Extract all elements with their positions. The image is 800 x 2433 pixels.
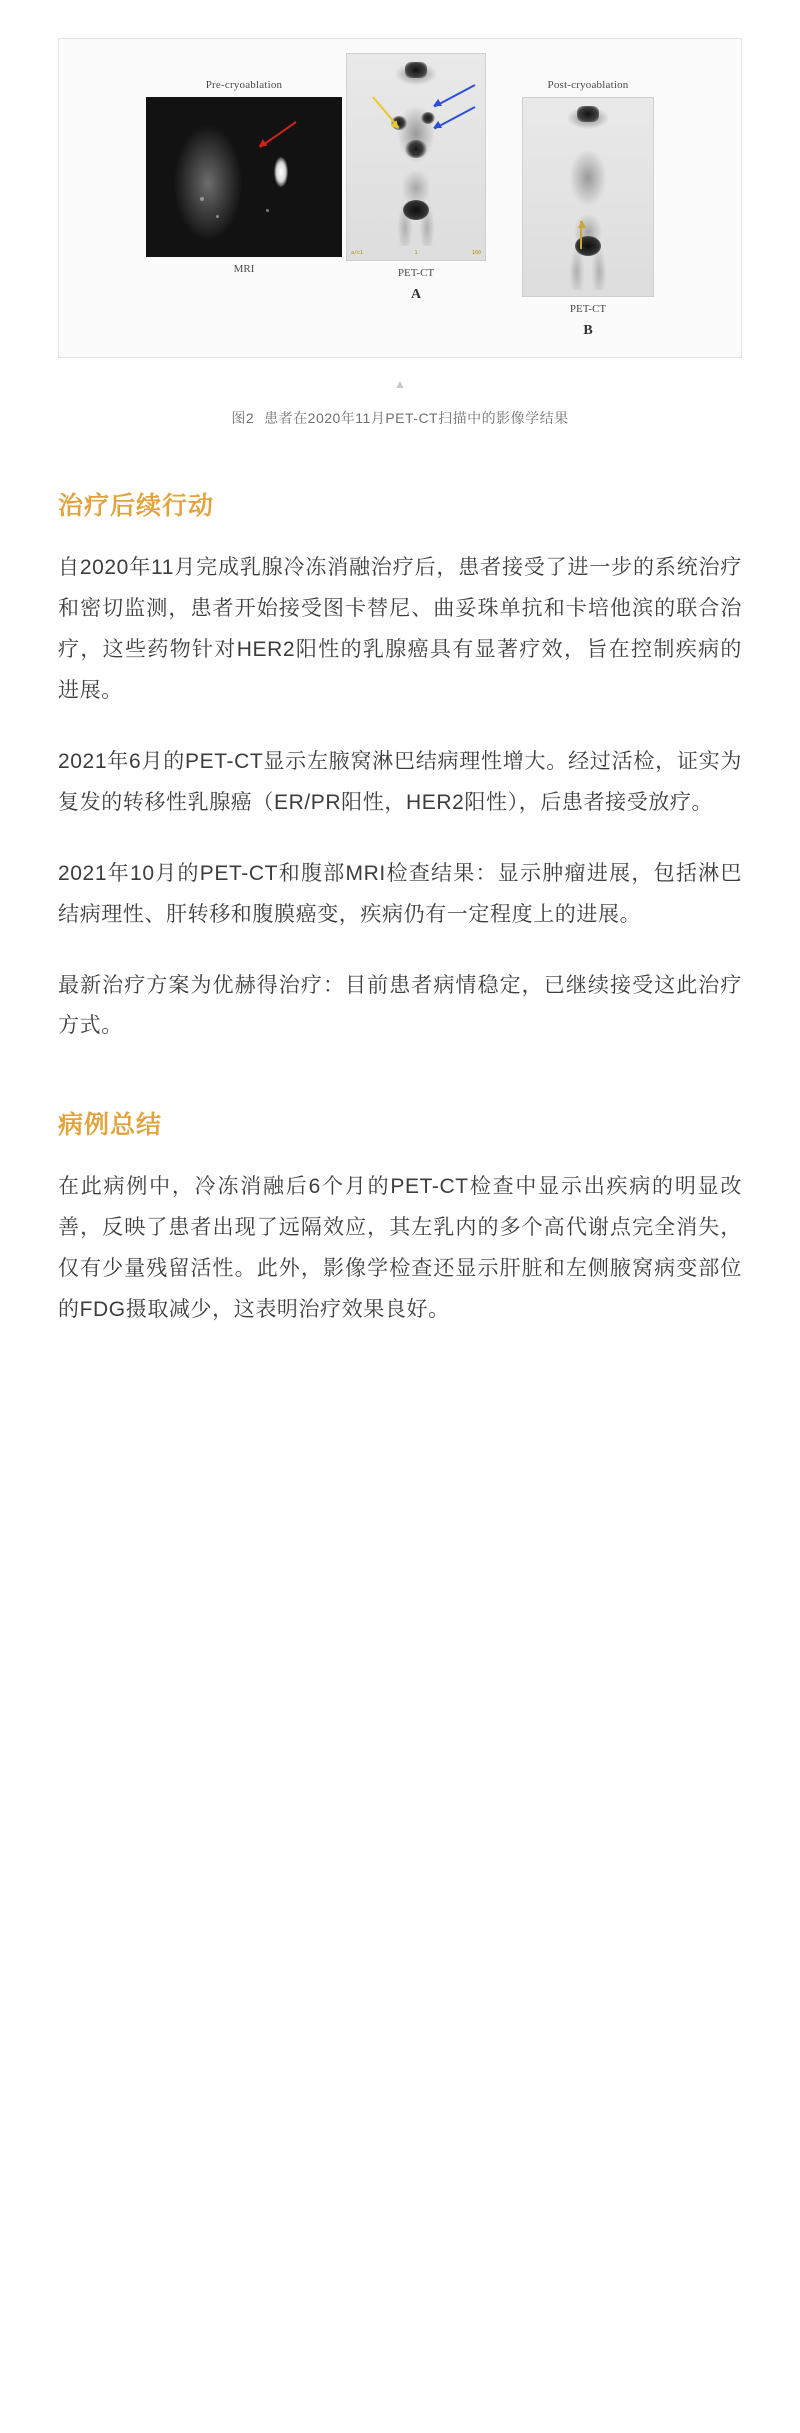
panel-a-title: Pre-cryoablation (205, 79, 283, 91)
pet-scale-mid: 1 (414, 250, 418, 256)
pet-hot-spot (405, 140, 427, 158)
figure-container (58, 38, 742, 358)
panel-b-letter: B (583, 323, 593, 338)
paragraph: 自2020年11月完成乳腺冷冻消融治疗后，患者接受了进一步的系统治疗和密切监测，患者开始接受图卡替尼、曲妥珠单抗和卡培他滨的联合治疗，这些药物针对HER2阳性的乳腺癌具有显著疗效，旨在控制疾病的进展。 (58, 556, 742, 702)
paragraph: 在此病例中，冷冻消融后6个月的PET-CT检查中显示出疾病的明显改善，反映了患者出现了远隔效应，其左乳内的多个高代谢点完全消失，仅有少量残留活性。此外，影像学检查还显示肝脏和左侧腋窝病变部位的FDG摄取减少，这表明治疗效果良好。 (58, 1175, 742, 1322)
pet-image-pre (346, 53, 486, 261)
section-body-followup (58, 548, 742, 1047)
figure-caption (58, 408, 742, 428)
pet-scale-left: a/c1 (351, 250, 364, 256)
pet-yellow-arrow-icon (580, 221, 582, 249)
mri-speck (266, 209, 269, 212)
section-heading-summary: 病例总结 (58, 1111, 163, 1140)
panel-a-mri-caption: MRI (233, 263, 255, 275)
article-page (0, 38, 800, 2433)
pet-bladder-uptake (403, 200, 429, 220)
figure-panels (71, 53, 729, 339)
pet-body-silhouette (551, 104, 625, 290)
panel-a-pet-caption: PET-CT (397, 267, 435, 279)
panel-b-pet-caption: PET-CT (569, 303, 607, 315)
pet-scale-right: 160 (471, 250, 481, 256)
section-heading-followup: 治疗后续行动 (58, 492, 215, 520)
mri-image (146, 97, 342, 257)
figure-caption-label: 图2 (231, 410, 255, 426)
paragraph: 2021年10月的PET-CT和腹部MRI检查结果：显示肿瘤进展，包括淋巴结病理性、肝转移和腹膜癌变，疾病仍有一定程度上的进展。 (58, 861, 742, 926)
panel-b-pet (522, 79, 654, 339)
mri-speck (216, 215, 219, 218)
figure-caption-text: 患者在2020年11月PET-CT扫描中的影像学结果 (264, 410, 569, 426)
paragraph: 2021年6月的PET-CT显示左腋窝淋巴结病理性增大。经过活检，证实为复发的转移性乳腺癌（ER/PR阳性，HER2阳性），后患者接受放疗。 (58, 749, 742, 814)
mri-speck (200, 197, 204, 201)
mri-red-arrow-icon (259, 121, 296, 148)
pet-brain-uptake (577, 106, 599, 122)
triangle-up-icon: ▲ (394, 377, 406, 391)
panel-a-letter: A (410, 287, 422, 302)
section-body-summary (58, 1167, 742, 1331)
pet-bladder-uptake (575, 236, 601, 256)
mri-lesion-highlight (274, 157, 288, 187)
pet-image-post (522, 97, 654, 297)
pet-brain-uptake (405, 62, 427, 78)
paragraph: 最新治疗方案为优赫得治疗：目前患者病情稳定，已继续接受这此治疗方式。 (58, 973, 742, 1038)
pet-hot-spot (421, 112, 435, 124)
panel-a-mri (146, 79, 342, 275)
panel-b-title: Post-cryoablation (547, 79, 629, 91)
panel-a-pet (346, 53, 486, 303)
